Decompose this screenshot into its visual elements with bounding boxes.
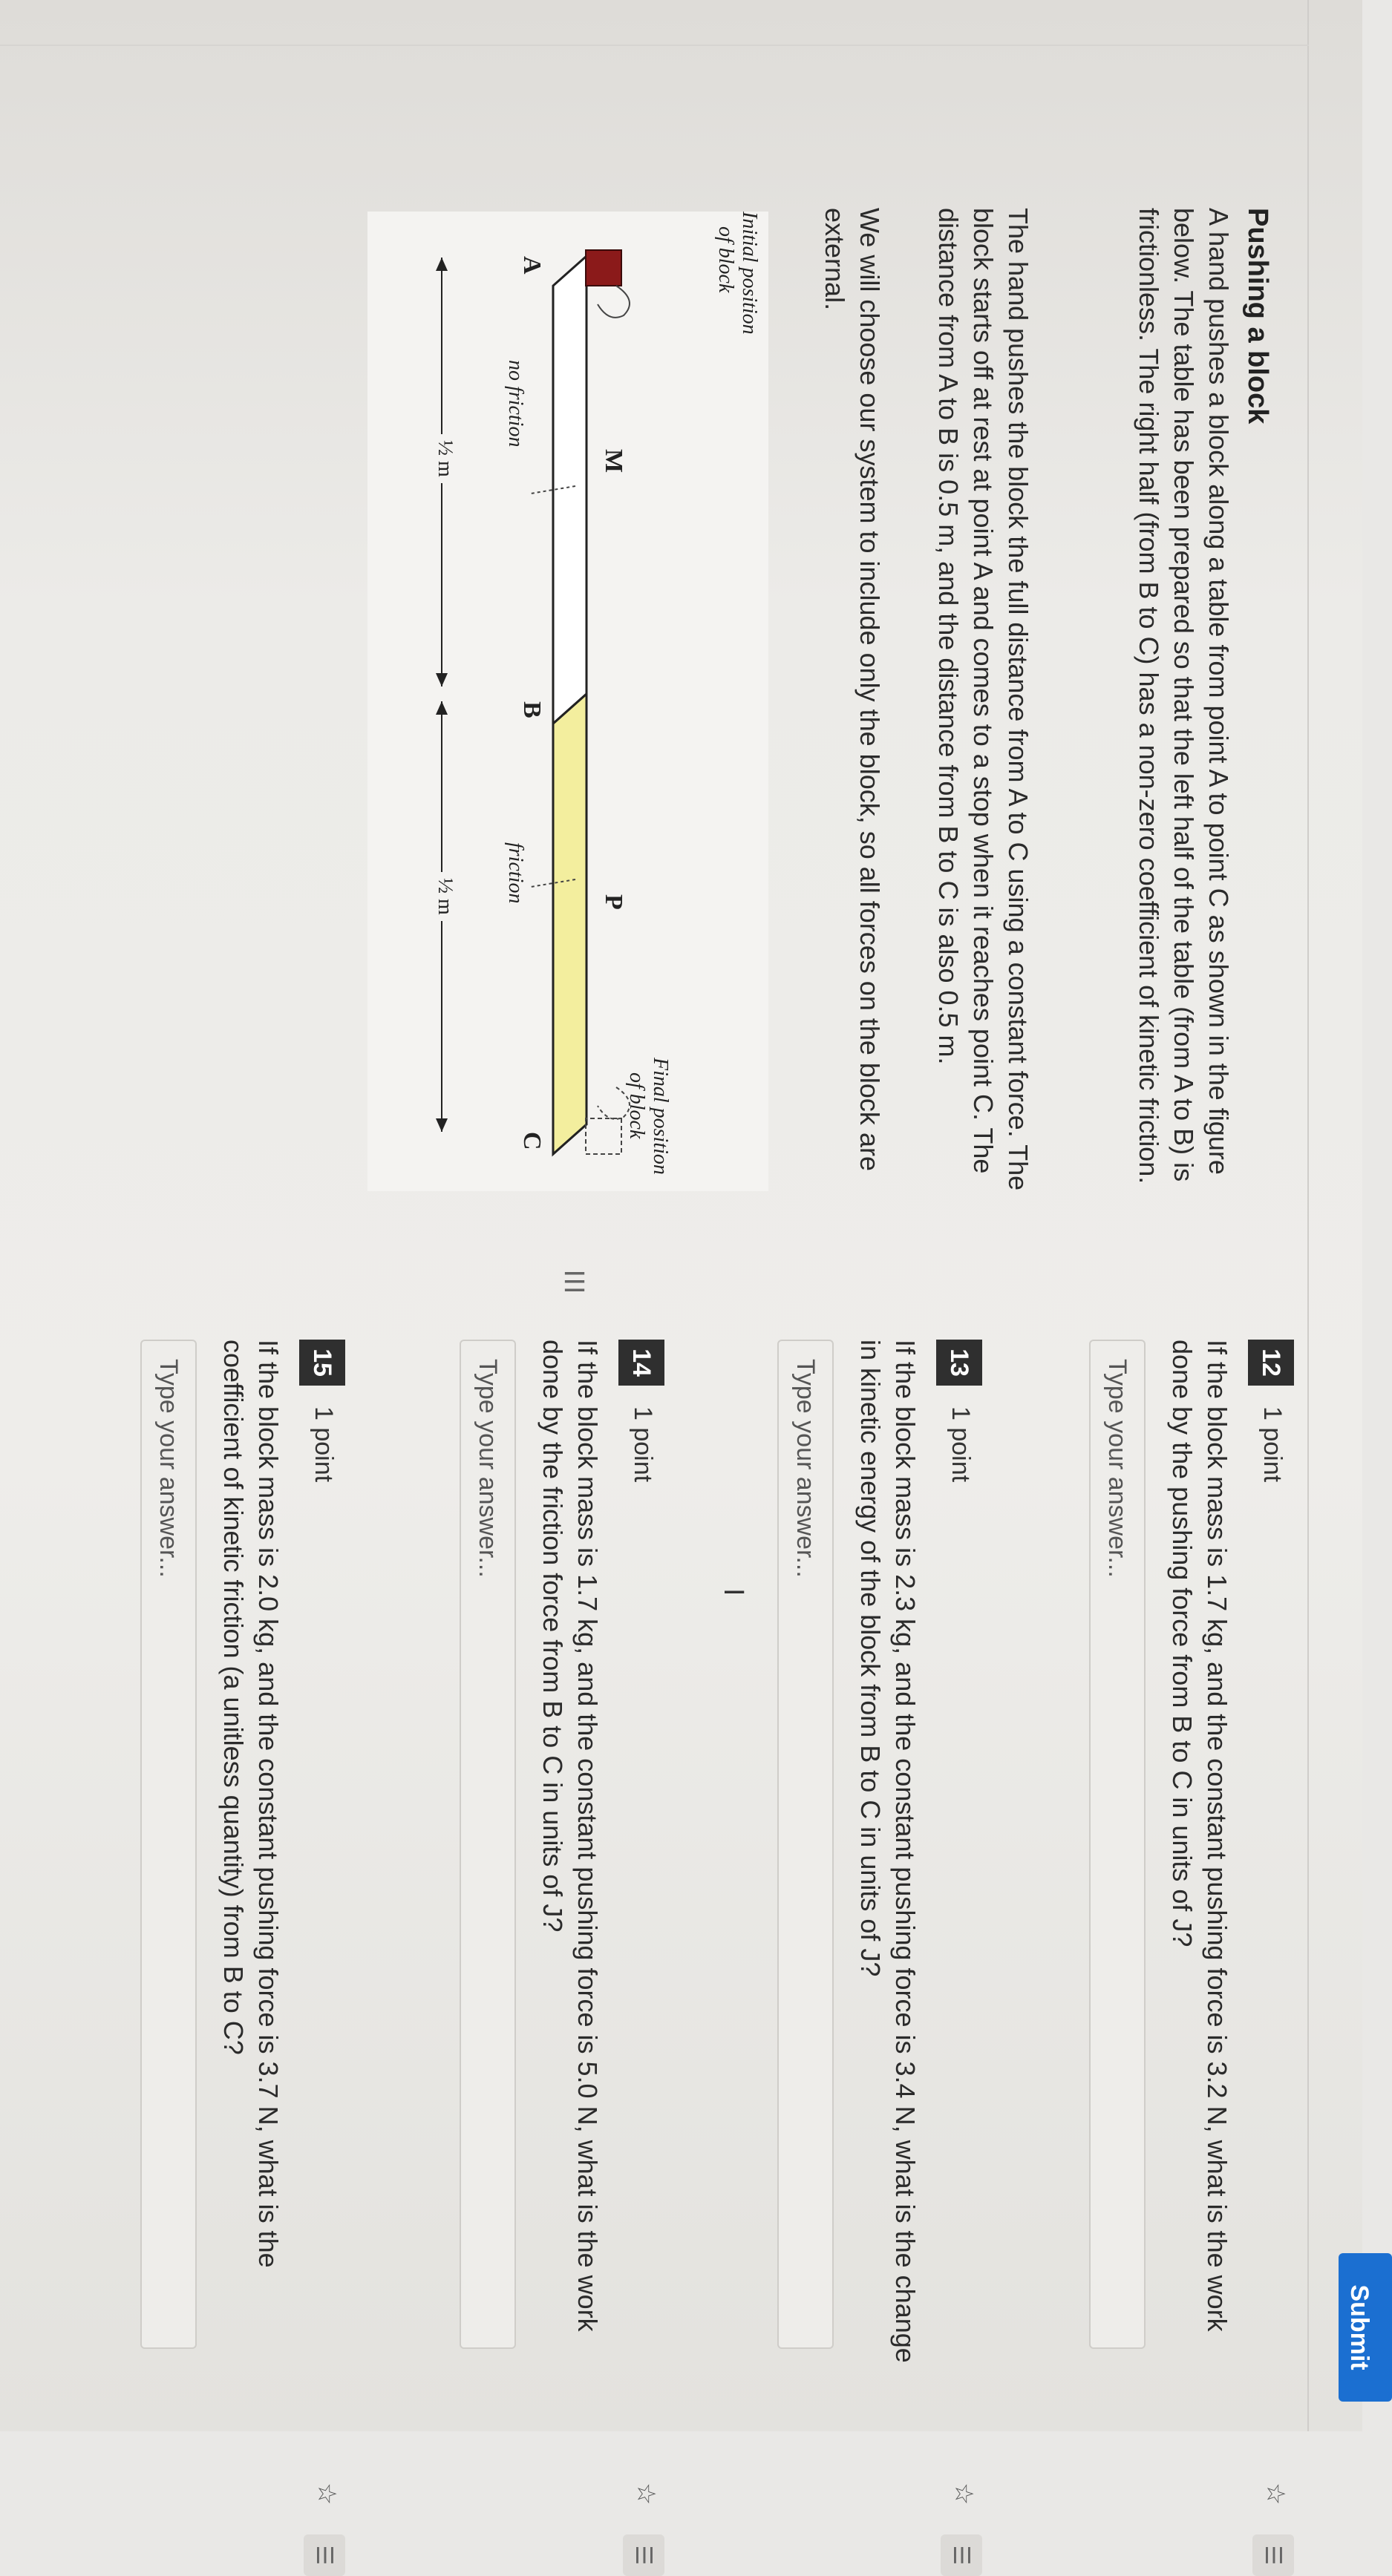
- figure-drawing: [367, 212, 768, 1191]
- block-on-table-figure: [367, 212, 768, 1191]
- question-points: 1 point: [947, 1406, 975, 1483]
- question-points: 1 point: [310, 1406, 338, 1483]
- list-menu-icon[interactable]: ☰: [304, 2534, 345, 2576]
- list-menu-icon[interactable]: ☰: [1252, 2534, 1294, 2576]
- friction-label: friction: [504, 842, 527, 904]
- label-b: B: [518, 701, 546, 718]
- passage-paragraph: We will choose our system to include only the block, so all forces on the block are external.: [820, 208, 885, 1171]
- question-number: 15: [299, 1340, 345, 1386]
- top-bar: [1307, 0, 1373, 2431]
- question-number: 12: [1248, 1340, 1294, 1386]
- passage-paragraph: The hand pushes the block the full distance from A to C using a constant force. The block starts off at rest at point A and comes to a stop when it reaches point C. The distance from A to B is 0.5 m, and the distance from B to C is also 0.5 m.: [933, 208, 1033, 1191]
- initial-position-label: Initial position: [738, 212, 761, 335]
- friction-zone: [553, 694, 586, 1154]
- dist-ab-label: ½ m: [433, 434, 457, 483]
- question-text: If the block mass is 2.0 kg, and the constant pushing force is 3.7 N, what is the coefficient of kinetic friction (a unitless quantity) from B to C?: [218, 1340, 284, 2268]
- initial-position-label-2: of block: [714, 226, 737, 293]
- answer-input[interactable]: [1089, 1340, 1146, 2349]
- list-menu-icon[interactable]: ☰: [941, 2534, 982, 2576]
- pin-icon[interactable]: ☆: [1261, 2482, 1290, 2505]
- pane-divider-icon[interactable]: ☰: [562, 1267, 587, 1298]
- pin-icon[interactable]: ☆: [950, 2482, 978, 2505]
- question-text: If the block mass is 1.7 kg, and the constant pushing force is 3.2 N, what is the work done by the pushing force from B to C in units of J?: [1167, 1340, 1232, 2332]
- answer-input[interactable]: [140, 1340, 197, 2349]
- final-position-label: Final position: [649, 1058, 672, 1175]
- question-points: 1 point: [629, 1406, 657, 1483]
- question-points: 1 point: [1258, 1406, 1287, 1483]
- final-position-label-2: of block: [625, 1072, 648, 1139]
- passage-paragraph: A hand pushes a block along a table from point A to point C as shown in the figure below. The table has been prepared so that the left half of the table (from A to B) is frictionless. The right half (from B to C) has a non-zero coefficient of kinetic friction.: [1134, 208, 1234, 1184]
- no-friction-label: no friction: [504, 360, 527, 448]
- question-text: If the block mass is 2.3 kg, and the constant pushing force is 3.4 N, what is the change in kinetic energy of the block from B to C in units of J?: [855, 1340, 921, 2363]
- label-c: C: [518, 1132, 546, 1150]
- label-m: M: [600, 449, 627, 473]
- pin-icon[interactable]: ☆: [313, 2482, 341, 2505]
- answer-input[interactable]: [460, 1340, 516, 2349]
- text-cursor-icon: I: [718, 1588, 749, 1596]
- dist-bc-label: ½ m: [433, 872, 457, 921]
- passage-title: Pushing a block: [1242, 208, 1273, 425]
- submit-button[interactable]: Submit: [1339, 2253, 1392, 2402]
- pin-icon[interactable]: ☆: [632, 2482, 660, 2505]
- question-number: 14: [618, 1340, 664, 1386]
- question-number: 13: [936, 1340, 982, 1386]
- question-text: If the block mass is 1.7 kg, and the constant pushing force is 5.0 N, what is the work done by the friction force from B to C in units of J?: [537, 1340, 603, 2332]
- block-icon: [586, 250, 621, 286]
- answer-input[interactable]: [777, 1340, 834, 2349]
- label-p: P: [600, 894, 627, 910]
- list-menu-icon[interactable]: ☰: [623, 2534, 664, 2576]
- label-a: A: [518, 256, 546, 275]
